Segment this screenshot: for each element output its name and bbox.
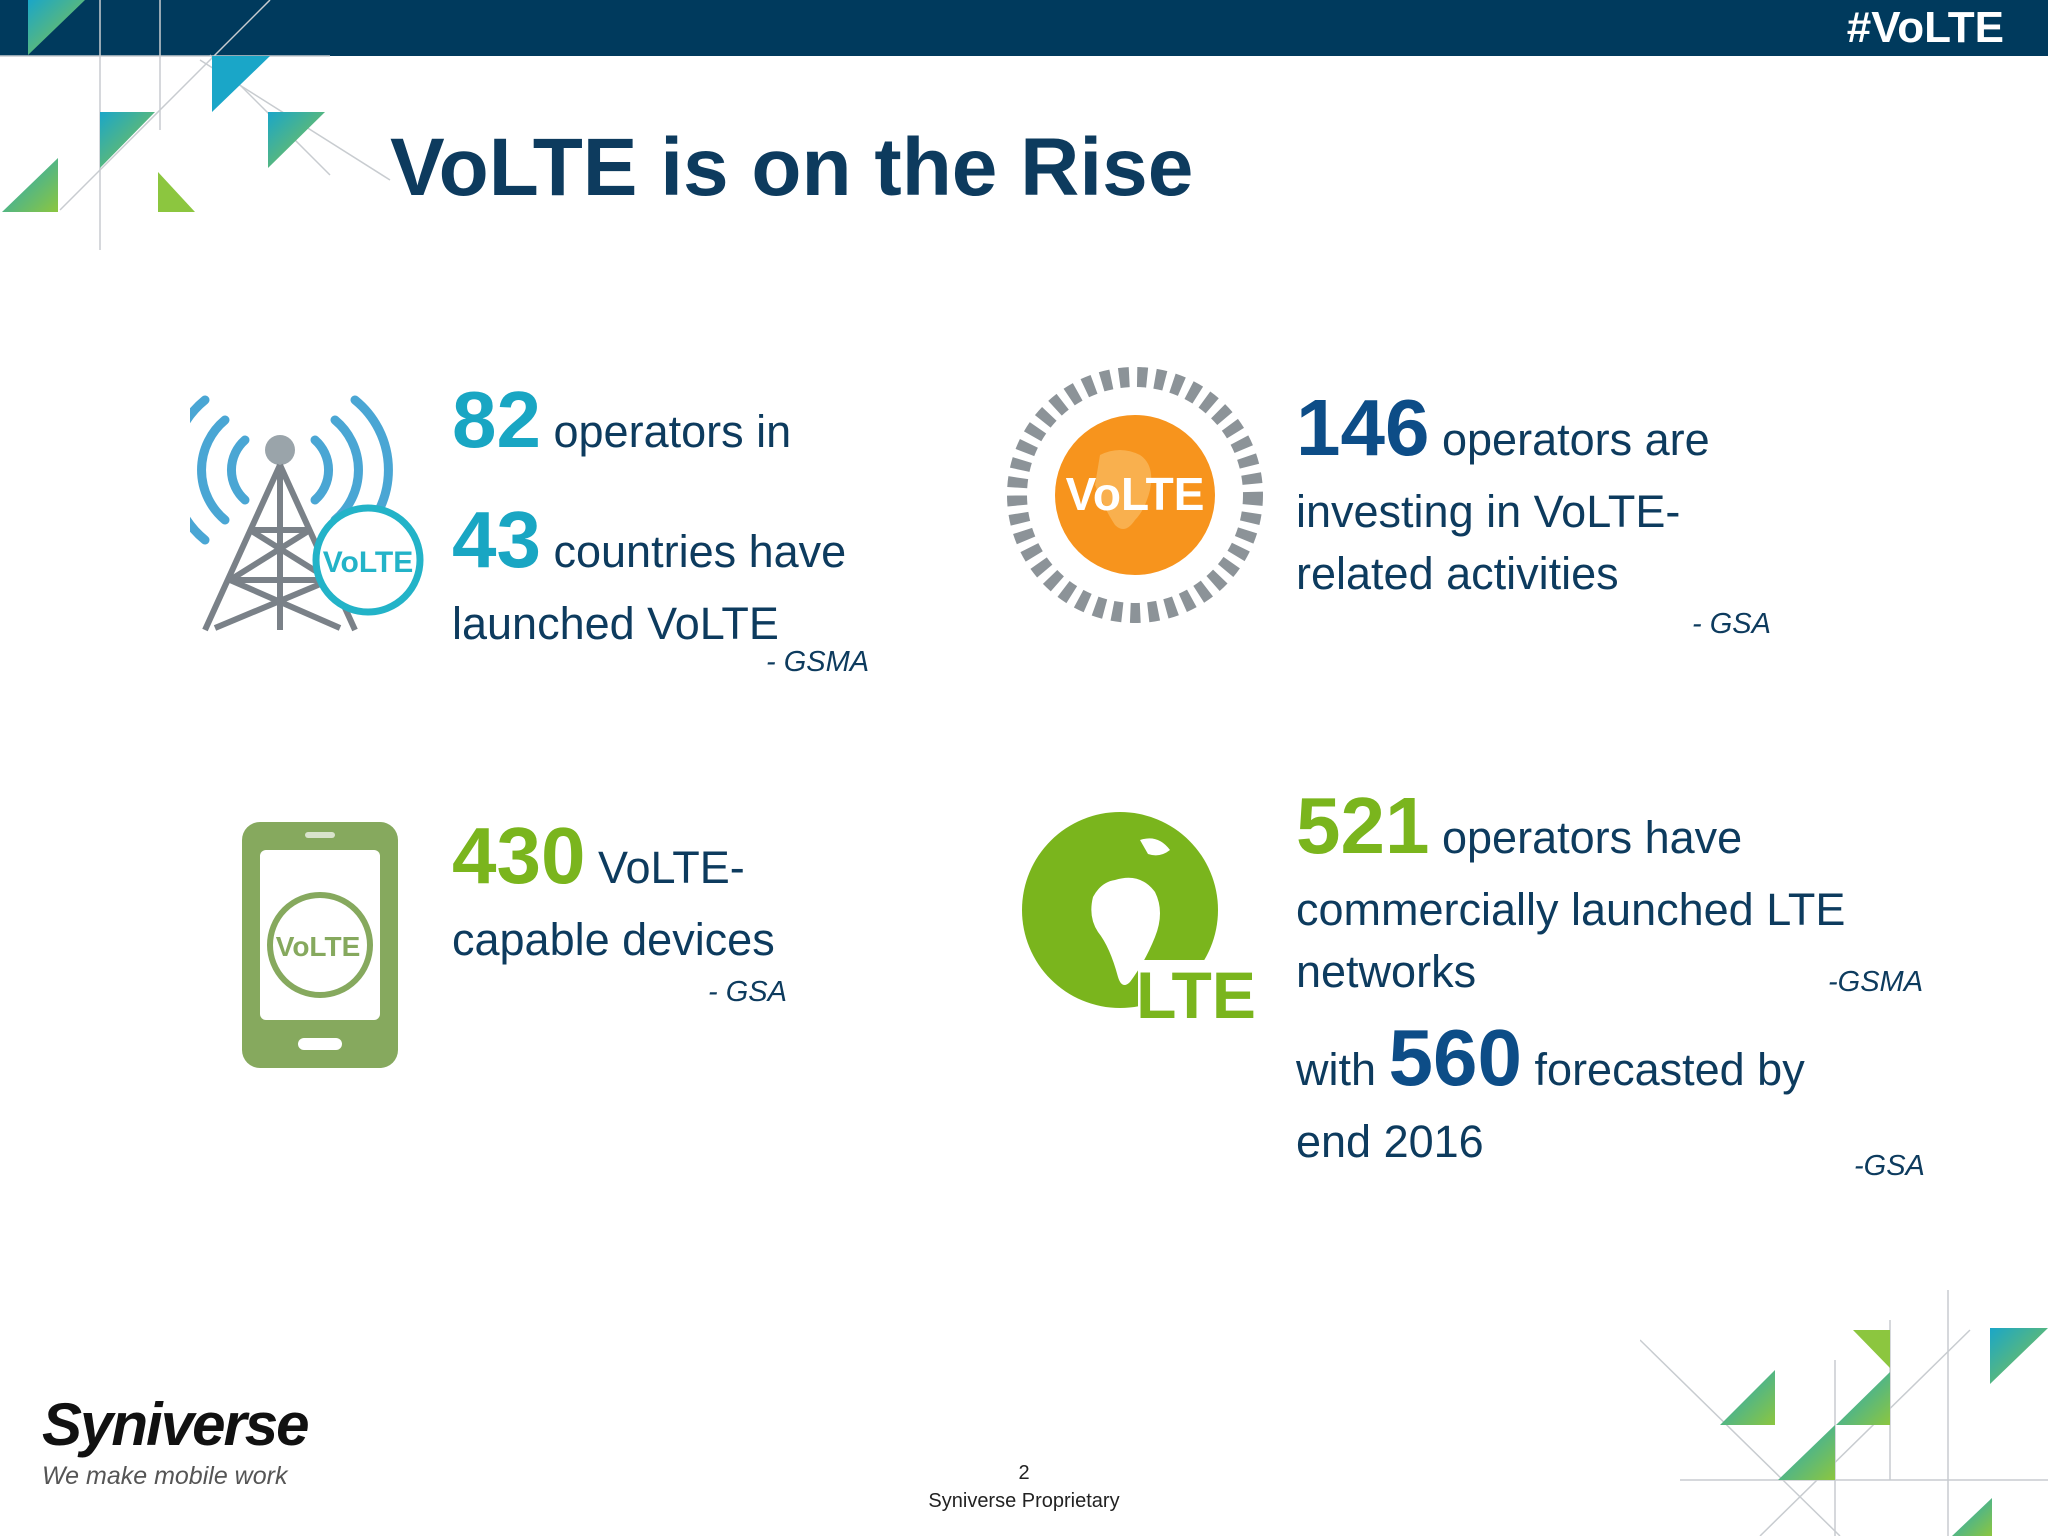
badge-icon-label: VoLTE (1065, 468, 1205, 520)
stat-text: VoLTE- (598, 842, 745, 893)
logo-tagline: We make mobile work (42, 1462, 288, 1490)
stat-text: related activities (1296, 548, 1619, 599)
source-gsma: -GSMA (1828, 966, 1924, 998)
tower-icon-label: VoLTE (322, 546, 414, 579)
phone-icon-label: VoLTE (275, 931, 361, 962)
stat-number-146: 146 (1296, 383, 1430, 472)
stat-text: operators are (1442, 414, 1710, 465)
stat-number-560: 560 (1388, 1013, 1523, 1102)
source-gsma: - GSMA (766, 646, 870, 678)
tower-icon (190, 380, 430, 640)
stat-text: with (1296, 1044, 1377, 1095)
source-gsa: -GSA (1854, 1150, 1925, 1182)
stat-text: forecasted by (1534, 1044, 1805, 1095)
globe-icon-label: LTE (1136, 958, 1256, 1030)
stat-text: networks (1296, 946, 1477, 997)
stat-number-521: 521 (1296, 781, 1430, 870)
stat-text: investing in VoLTE- (1296, 486, 1681, 537)
page-number: 2 (1018, 1462, 1030, 1484)
stat-operators-launched (452, 375, 847, 660)
globe-icon (1020, 810, 1260, 1030)
hashtag-label: #VoLTE (1846, 3, 2004, 52)
source-gsa: - GSA (708, 976, 787, 1008)
footer-text: Syniverse Proprietary (928, 1490, 1120, 1512)
source-gsa: - GSA (1692, 608, 1771, 640)
stat-operators-investing (1296, 383, 1710, 604)
stat-text: end 2016 (1296, 1116, 1484, 1167)
stat-text: capable devices (452, 914, 775, 965)
stat-text: commercially launched LTE (1296, 884, 1846, 935)
stat-text: countries have (553, 526, 847, 577)
phone-icon (240, 820, 400, 1070)
stat-text: launched VoLTE (452, 598, 779, 649)
stat-text: operators in (553, 406, 792, 457)
stat-text: operators have (1442, 812, 1743, 863)
stat-number-43: 43 (452, 495, 541, 584)
decorative-triangles-top-left (0, 0, 400, 260)
logo-name: Syniverse (42, 1391, 308, 1458)
volte-badge-icon (1000, 360, 1270, 630)
stat-lte-networks (1296, 781, 1846, 1178)
slide-title: VoLTE is on the Rise (390, 122, 1194, 213)
stat-number-430: 430 (452, 811, 586, 900)
stat-capable-devices (452, 811, 775, 976)
stat-number-82: 82 (452, 375, 541, 464)
